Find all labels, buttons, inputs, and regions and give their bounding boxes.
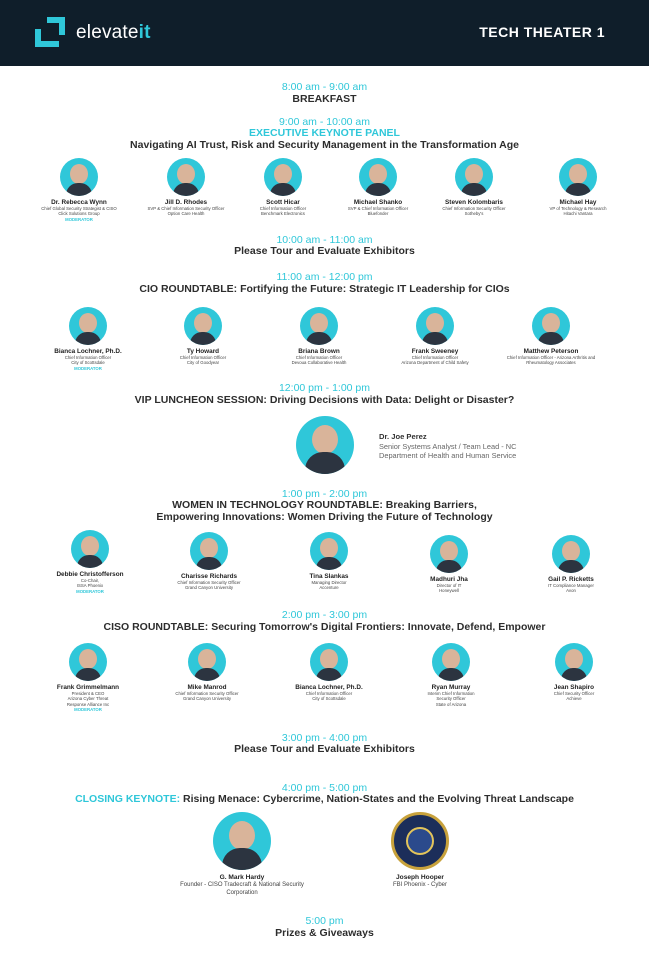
speaker-org: Grand Canyon University (182, 696, 231, 702)
speaker-photo (69, 307, 107, 345)
speaker-name: Bianca Lochner, Ph.D. (295, 684, 363, 691)
session-title: Prizes & Giveaways (275, 927, 374, 939)
speaker-card (138, 307, 268, 366)
speaker-org: Sotheby's (464, 211, 484, 217)
logo-accent: it (138, 22, 151, 43)
speaker-info (379, 432, 516, 461)
speaker-role: Chief Information Officer (64, 355, 112, 360)
speaker-org: Click Solutions Group (58, 211, 100, 217)
speaker-photo (71, 530, 109, 568)
speaker-role: Co-Chair, (80, 578, 100, 583)
speaker-org: Accenture (319, 585, 339, 591)
speaker-photo (532, 307, 570, 345)
speaker-role: FBI Phoenix - Cyber (392, 882, 448, 888)
session-time: 5:00 pm (305, 915, 344, 927)
speaker-card (23, 643, 153, 713)
speaker-card (144, 532, 274, 591)
speaker-org: Devoua Collaborative Health (291, 360, 347, 366)
speaker-name: Ty Howard (186, 348, 220, 355)
speaker-role: Chief Information Officer - Arizona Arthritis and (506, 355, 596, 360)
speaker-name: Frank Sweeney (411, 348, 459, 355)
speaker-photo (69, 643, 107, 681)
speaker-org: Arizona Cyber Threat (67, 696, 109, 702)
session-label (0, 127, 649, 139)
speaker-role: Chief Information Officer (259, 206, 307, 211)
session-title: Navigating AI Trust, Risk and Security Management in the Transformation Age (130, 139, 519, 151)
speaker-card (254, 307, 384, 366)
speaker-role: Senior Systems Analyst / Team Lead - NC (379, 441, 517, 451)
speaker-org: ISSA Phoenix (76, 583, 104, 589)
speaker-role: Founder - CISO Tradecraft & National Security (180, 882, 304, 888)
speaker-name: Dr. Rebecca Wynn (51, 199, 107, 206)
speaker-name: Ryan Murray (431, 684, 471, 691)
speaker-role-line2: Security Officer (436, 696, 466, 702)
speaker-org: City of Goodyear (186, 360, 220, 366)
elevateit-logo-icon (35, 17, 65, 47)
speaker-photo (432, 643, 470, 681)
speaker-name: Jean Shapiro (553, 684, 595, 691)
speaker-photo (359, 158, 397, 196)
speaker-org: Arizona Department of Child Safety (401, 360, 469, 366)
session-title: WOMEN IN TECHNOLOGY ROUNDTABLE: Breaking Barriers, (172, 499, 477, 511)
speaker-name: Steven Kolombaris (445, 199, 503, 206)
speaker-org: State of Arizona (435, 701, 467, 707)
speaker-card (330, 812, 510, 889)
speaker-name: Briana Brown (298, 348, 340, 355)
speaker-photo (264, 158, 302, 196)
session-time: 9:00 am - 10:00 am (278, 116, 371, 128)
speaker-photo (310, 532, 348, 570)
session-title: VIP LUNCHEON SESSION: Driving Decisions with Data: Delight or Disaster? (134, 394, 515, 406)
speaker-role: Chief Information Officer (295, 355, 343, 360)
speaker-name: Dr. Joe Perez (379, 432, 427, 441)
speaker-card (386, 643, 516, 707)
speaker-name: Debbie Christofferson (56, 571, 124, 578)
speaker-photo (416, 307, 454, 345)
session-title: CIO ROUNDTABLE: Fortifying the Future: Strategic IT Leadership for CIOs (139, 283, 510, 295)
speaker-role: Chief Information Security Officer (177, 580, 241, 585)
session-time: 4:00 pm - 5:00 pm (281, 782, 368, 794)
speaker-role: SVP & Chief Information Officer (347, 206, 409, 211)
speaker-role: Interim Chief Information (427, 691, 475, 696)
speaker-photo (552, 535, 590, 573)
speaker-photo (184, 307, 222, 345)
session-time: 10:00 am - 11:00 am (276, 234, 373, 246)
speaker-org: City of Scottsdale (312, 696, 346, 702)
speaker-role: IT Compliance Manager (548, 583, 594, 588)
moderator-tag: MODERATOR (76, 588, 104, 594)
session-time: 11:00 am - 12:00 pm (276, 271, 373, 283)
speaker-org: Rheumatology Associates (526, 360, 576, 366)
speaker-role: President & CEO (71, 691, 105, 696)
speaker-org: Benchmark Electronics (261, 211, 305, 217)
speaker-role: VP of Technology & Research (549, 206, 607, 211)
speaker-name: Scott Hicar (266, 199, 300, 206)
speaker-name: Gail P. Ricketts (548, 576, 594, 583)
speaker-name: G. Mark Hardy (219, 874, 265, 881)
fbi-seal-icon (391, 812, 449, 870)
session-title: Please Tour and Evaluate Exhibitors (234, 743, 415, 755)
speaker-role: Chief Security Officer (553, 691, 595, 696)
speaker-name: Michael Shanko (353, 199, 403, 206)
speaker-photo (455, 158, 493, 196)
session-time: 3:00 pm - 4:00 pm (281, 732, 368, 744)
session-title (0, 793, 649, 805)
speaker-org: City of Scottsdale (71, 360, 105, 366)
speaker-photo (188, 643, 226, 681)
speaker-name: Michael Hay (559, 199, 597, 206)
speaker-name: Matthew Peterson (523, 348, 579, 355)
speaker-role: Director of IT (436, 583, 462, 588)
speaker-role: Chief Information Officer (411, 355, 459, 360)
speaker-card (370, 307, 500, 366)
speaker-photo (167, 158, 205, 196)
speaker-photo (213, 812, 271, 870)
speaker-org: Grand Canyon University (184, 585, 233, 591)
speaker-org-line2: Response Alliance Inc (66, 701, 110, 707)
speaker-card (264, 532, 394, 591)
speaker-photo (430, 535, 468, 573)
session-time: 2:00 pm - 3:00 pm (281, 609, 368, 621)
speaker-card (384, 535, 514, 594)
speaker-name: Frank Grimmelmann (56, 684, 120, 691)
speaker-card (486, 307, 616, 366)
logo-text: elevate (76, 22, 139, 43)
session-title-text: Rising Menace: Cybercrime, Nation-States and the Evolving Threat Landscape (180, 793, 574, 805)
speaker-photo (559, 158, 597, 196)
speaker-role: Chief Information Officer (305, 691, 353, 696)
speaker-name: Mike Manrod (187, 684, 227, 691)
speaker-role: Managing Director (311, 580, 347, 585)
session-title-line2: Empowering Innovations: Women Driving the Future of Technology (156, 511, 493, 523)
speaker-card (509, 643, 639, 702)
speaker-role: Chief Information Officer (179, 355, 227, 360)
speaker-card (142, 643, 272, 702)
speaker-photo (555, 643, 593, 681)
speaker-name: Bianca Lochner, Ph.D. (54, 348, 122, 355)
session-title: CISO ROUNDTABLE: Securing Tomorrow's Digital Frontiers: Innovate, Defend, Empower (103, 621, 546, 633)
speaker-org: Avon (566, 588, 576, 594)
speaker-card (513, 158, 643, 217)
speaker-name: Charisse Richards (180, 573, 238, 580)
speaker-role: Chief Information Security Officer (175, 691, 239, 696)
logo-wordmark (76, 22, 151, 44)
theater-title: TECH THEATER 1 (479, 24, 605, 40)
header-bar (0, 0, 649, 66)
speaker-photo (300, 307, 338, 345)
speaker-org: Achieve (566, 696, 582, 702)
moderator-tag: MODERATOR (65, 216, 93, 222)
speaker-org: Hitachi Vantara (563, 211, 593, 217)
speaker-card (23, 307, 153, 371)
session-label-text: EXECUTIVE KEYNOTE PANEL (249, 127, 400, 139)
speaker-photo (310, 643, 348, 681)
speaker-org: Bluefonder (367, 211, 389, 217)
speaker-org: Option Care Health (167, 211, 205, 217)
speaker-org: Honeywell (439, 588, 459, 594)
session-label: CLOSING KEYNOTE: (75, 793, 181, 805)
speaker-photo (60, 158, 98, 196)
speaker-name: Tina Slankas (309, 573, 349, 580)
speaker-card (152, 812, 332, 897)
session-time: 12:00 pm - 1:00 pm (278, 382, 371, 394)
session-title: BREAKFAST (292, 93, 357, 105)
speaker-org: Corporation (226, 890, 258, 896)
speaker-org: Department of Health and Human Service (379, 451, 517, 461)
speaker-role: Chief Information Security Officer (442, 206, 506, 211)
moderator-tag: MODERATOR (74, 365, 102, 371)
session-title: Please Tour and Evaluate Exhibitors (234, 245, 415, 257)
moderator-tag: MODERATOR (74, 707, 102, 713)
speaker-role: SVP & Chief Information Security Officer (147, 206, 225, 211)
speaker-role: Chief Global Security Strategist & CISO (41, 206, 117, 211)
speaker-photo (190, 532, 228, 570)
session-time: 1:00 pm - 2:00 pm (281, 488, 368, 500)
speaker-card (264, 643, 394, 702)
speaker-card (25, 530, 155, 594)
speaker-name: Madhuri Jha (430, 576, 468, 583)
session-time: 8:00 am - 9:00 am (281, 81, 368, 93)
speaker-name: Joseph Hooper (396, 874, 444, 881)
speaker-name: Jill D. Rhodes (164, 199, 208, 206)
speaker-card (506, 535, 636, 594)
speaker-photo (296, 416, 354, 474)
